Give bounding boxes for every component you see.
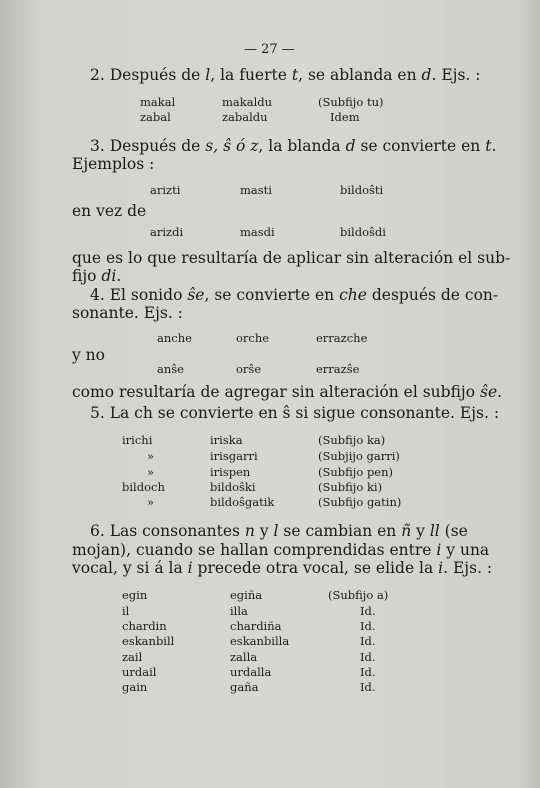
- section-3-line2: Ejemplos :: [72, 155, 155, 173]
- example-word: chardiña: [230, 619, 282, 633]
- example-word: urdalla: [230, 665, 272, 679]
- example-word: il: [122, 604, 130, 618]
- paragraph-line: fijo di.: [72, 267, 122, 285]
- example-word: bildoŝki: [210, 480, 256, 494]
- example-word: masti: [240, 183, 272, 197]
- example-word: makal: [140, 95, 176, 109]
- example-word: orŝe: [236, 362, 262, 376]
- example-word: masdi: [240, 225, 275, 239]
- section-4-heading: 4. El sonido ŝe, se convierte en che después de con-: [90, 286, 499, 304]
- example-word: gain: [122, 680, 148, 694]
- example-word: anche: [157, 331, 192, 345]
- section-5-heading: 5. La ch se convierte en ŝ si sigue consonante. Ejs. :: [90, 404, 500, 422]
- section-4-line2: sonante. Ejs. :: [72, 304, 183, 322]
- example-word: urdail: [122, 665, 157, 679]
- example-note: (Subfijo gatin): [318, 495, 402, 509]
- en-vez-de: en vez de: [72, 202, 147, 220]
- example-word: orche: [236, 331, 270, 345]
- section-3-heading: 3. Después de s, ŝ ó z, la blanda d se convierte en t.: [90, 137, 497, 155]
- example-word: irichi: [122, 433, 153, 447]
- example-word: egiña: [230, 588, 263, 602]
- ditto-mark: »: [147, 465, 155, 479]
- example-word: irispen: [210, 465, 251, 479]
- y-no: y no: [72, 346, 105, 364]
- paragraph-line: como resultaría de agregar sin alteración el subfijo ŝe.: [72, 383, 503, 401]
- example-word: errazche: [316, 331, 368, 345]
- example-word: egin: [122, 588, 148, 602]
- example-word: arizdi: [150, 225, 184, 239]
- example-word: iriska: [210, 433, 243, 447]
- ditto-mark: »: [147, 495, 155, 509]
- example-word: zabal: [140, 110, 171, 124]
- example-word: anŝe: [157, 362, 184, 376]
- example-word: eskanbilla: [230, 634, 290, 648]
- example-word: errazŝe: [316, 362, 360, 376]
- example-word: gaña: [230, 680, 259, 694]
- example-word: zalla: [230, 650, 258, 664]
- example-note: Id.: [360, 604, 376, 618]
- example-word: illa: [230, 604, 248, 618]
- paragraph-line: que es lo que resultaría de aplicar sin alteración el sub-: [72, 249, 511, 267]
- example-note: Id.: [360, 619, 376, 633]
- page-number: — 27 —: [244, 42, 295, 57]
- example-word: zabaldu: [222, 110, 268, 124]
- example-word: bildoŝti: [340, 183, 384, 197]
- example-note: Id.: [360, 650, 376, 664]
- example-word: makaldu: [222, 95, 273, 109]
- example-note: (Subfijo ka): [318, 433, 386, 447]
- example-note: (Subfijo tu): [318, 95, 384, 109]
- example-note: (Subfijo pen): [318, 465, 394, 479]
- example-note: Idem: [330, 110, 360, 124]
- example-word: arizti: [150, 183, 181, 197]
- example-note: (Subjijo garri): [318, 449, 400, 463]
- example-word: zail: [122, 650, 143, 664]
- example-word: chardin: [122, 619, 167, 633]
- example-word: irisgarri: [210, 449, 258, 463]
- section-6-heading: 6. Las consonantes n y l se cambian en ñ y ll (se: [90, 522, 468, 540]
- example-word: bildoŝdi: [340, 225, 386, 239]
- example-word: bildoŝgatik: [210, 495, 275, 509]
- example-note: Id.: [360, 634, 376, 648]
- example-word: bildoch: [122, 480, 165, 494]
- example-word: eskanbill: [122, 634, 175, 648]
- example-note: Id.: [360, 680, 376, 694]
- section-2-heading: 2. Después de l, la fuerte t, se ablanda en d. Ejs. :: [90, 66, 481, 84]
- paragraph-line: mojan), cuando se hallan comprendidas entre i y una: [72, 541, 490, 559]
- example-note: Id.: [360, 665, 376, 679]
- ditto-mark: »: [147, 449, 155, 463]
- paragraph-line: vocal, y si á la i precede otra vocal, se elide la i. Ejs. :: [72, 559, 493, 577]
- example-note: (Subfijo a): [328, 588, 389, 602]
- example-note: (Subfijo ki): [318, 480, 383, 494]
